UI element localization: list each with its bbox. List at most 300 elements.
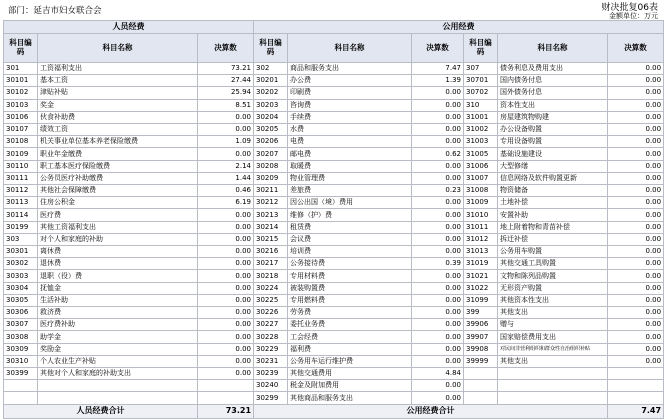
cell-amount: 0.00 <box>608 355 664 367</box>
cell-name: 地上附着物和青苗补偿 <box>498 221 608 233</box>
cell-name <box>38 392 198 404</box>
cell-name: 会议费 <box>288 233 412 245</box>
cell-name: 差旅费 <box>288 185 412 197</box>
cell-amount <box>198 392 254 404</box>
cell-name: 土地补偿 <box>498 197 608 209</box>
cell-amount: 0.00 <box>198 111 254 123</box>
cell-amount: 73.21 <box>198 62 254 74</box>
cell-code: 301 <box>4 62 38 74</box>
cell-amount: 0.00 <box>608 307 664 319</box>
cell-name: 绩效工资 <box>38 124 198 136</box>
cell-name <box>38 380 198 392</box>
cell-name: 其他支出 <box>498 307 608 319</box>
cell-amount: 0.00 <box>412 355 464 367</box>
cell-amount: 0.00 <box>608 124 664 136</box>
col-name: 科目名称 <box>288 33 412 62</box>
cell-code: 30208 <box>254 160 288 172</box>
total-public-value: 7.47 <box>608 404 664 418</box>
cell-code: 30309 <box>4 343 38 355</box>
cell-amount: 0.00 <box>198 368 254 380</box>
cell-name <box>498 368 608 380</box>
cell-name: 公务用车运行维护费 <box>288 355 412 367</box>
cell-code: 31003 <box>464 136 498 148</box>
cell-code: 30239 <box>254 368 288 380</box>
cell-amount: 0.23 <box>412 185 464 197</box>
cell-code <box>464 380 498 392</box>
cell-code: 30205 <box>254 124 288 136</box>
col-name: 科目名称 <box>498 33 608 62</box>
table-row <box>4 99 664 111</box>
cell-name: 职业年金缴费 <box>38 148 198 160</box>
cell-amount: 0.00 <box>608 148 664 160</box>
cell-amount: 0.39 <box>412 258 464 270</box>
cell-amount: 0.00 <box>412 124 464 136</box>
cell-amount: 0.00 <box>412 380 464 392</box>
cell-amount: 0.00 <box>412 270 464 282</box>
table-row <box>4 392 664 404</box>
cell-name: 退休费 <box>38 258 198 270</box>
cell-code: 30103 <box>4 99 38 111</box>
cell-code: 31099 <box>464 294 498 306</box>
cell-amount: 0.00 <box>198 270 254 282</box>
group-personnel: 人员经费 <box>4 21 254 34</box>
cell-name: 邮电费 <box>288 148 412 160</box>
cell-code: 31019 <box>464 258 498 270</box>
cell-code: 31009 <box>464 197 498 209</box>
cell-amount: 0.00 <box>198 124 254 136</box>
cell-amount: 0.00 <box>412 294 464 306</box>
cell-name: 公务接待费 <box>288 258 412 270</box>
cell-amount: 0.00 <box>412 87 464 99</box>
cell-code: 30199 <box>4 221 38 233</box>
cell-code: 31001 <box>464 111 498 123</box>
cell-name: 租赁费 <box>288 221 412 233</box>
cell-code: 31011 <box>464 221 498 233</box>
cell-name: 专用燃料费 <box>288 294 412 306</box>
table-row <box>4 307 664 319</box>
cell-code: 30399 <box>4 368 38 380</box>
department-label: 部门：延吉市妇女联合会 <box>8 6 102 16</box>
cell-code: 30201 <box>254 75 288 87</box>
cell-code: 31007 <box>464 172 498 184</box>
cell-amount: 8.51 <box>198 99 254 111</box>
cell-code: 30217 <box>254 258 288 270</box>
cell-amount: 2.14 <box>198 160 254 172</box>
table-row <box>4 355 664 367</box>
cell-name: 其他商品和服务支出 <box>288 392 412 404</box>
cell-name: 国内债务付息 <box>498 75 608 87</box>
col-amount: 决算数 <box>198 33 254 62</box>
cell-code: 30216 <box>254 246 288 258</box>
table-row <box>4 380 664 392</box>
cell-amount: 0.00 <box>412 209 464 221</box>
table-row <box>4 368 664 380</box>
cell-amount: 0.00 <box>608 209 664 221</box>
table-row <box>4 258 664 270</box>
cell-amount: 0.00 <box>198 331 254 343</box>
cell-name: 取暖费 <box>288 160 412 172</box>
col-code: 科目编码 <box>464 33 498 62</box>
cell-name: 电费 <box>288 136 412 148</box>
cell-code: 30240 <box>254 380 288 392</box>
unit-label: 金额单位：万元 <box>609 12 658 20</box>
cell-name: 专用材料费 <box>288 270 412 282</box>
cell-name: 退职（役）费 <box>38 270 198 282</box>
cell-name: 其他交通费用 <box>288 368 412 380</box>
cell-code: 30111 <box>4 172 38 184</box>
cell-code: 30306 <box>4 307 38 319</box>
cell-name: 对民间非营利组织和群众性自治组织补贴 <box>498 343 608 355</box>
table-row <box>4 246 664 258</box>
cell-name: 奖励金 <box>38 343 198 355</box>
cell-code: 39906 <box>464 319 498 331</box>
table-row <box>4 136 664 148</box>
total-personnel-value: 73.21 <box>198 404 254 418</box>
table-row <box>4 124 664 136</box>
cell-code <box>4 380 38 392</box>
cell-code: 31012 <box>464 233 498 245</box>
cell-name: 专用设备购置 <box>498 136 608 148</box>
cell-name: 无形资产购置 <box>498 282 608 294</box>
total-public-label: 公用经费合计 <box>254 404 608 418</box>
table-row <box>4 319 664 331</box>
cell-amount: 0.00 <box>608 221 664 233</box>
cell-amount: 0.00 <box>198 294 254 306</box>
cell-amount: 0.00 <box>608 233 664 245</box>
cell-code: 30308 <box>4 331 38 343</box>
cell-name: 抚恤金 <box>38 282 198 294</box>
cell-amount: 0.00 <box>198 221 254 233</box>
cell-name: 个人农业生产补贴 <box>38 355 198 367</box>
cell-amount: 0.00 <box>412 246 464 258</box>
cell-name: 房屋建筑物购建 <box>498 111 608 123</box>
cell-name: 办公费 <box>288 75 412 87</box>
cell-name: 工会经费 <box>288 331 412 343</box>
cell-amount: 0.00 <box>608 136 664 148</box>
cell-amount: 0.00 <box>608 87 664 99</box>
cell-code: 30304 <box>4 282 38 294</box>
col-amount: 决算数 <box>608 33 664 62</box>
cell-amount <box>608 380 664 392</box>
cell-name: 维修（护）费 <box>288 209 412 221</box>
cell-code: 30225 <box>254 294 288 306</box>
cell-code: 30109 <box>4 148 38 160</box>
cell-amount: 0.00 <box>608 246 664 258</box>
cell-code: 30226 <box>254 307 288 319</box>
cell-code: 30214 <box>254 221 288 233</box>
cell-amount: 0.62 <box>412 148 464 160</box>
cell-amount: 0.00 <box>608 160 664 172</box>
table-row <box>4 197 664 209</box>
cell-name: 离休费 <box>38 246 198 258</box>
cell-amount: 0.00 <box>608 99 664 111</box>
cell-name: 生活补助 <box>38 294 198 306</box>
cell-name: 债务利息及费用支出 <box>498 62 608 74</box>
cell-code: 30107 <box>4 124 38 136</box>
cell-name <box>498 392 608 404</box>
cell-name: 商品和服务支出 <box>288 62 412 74</box>
cell-code: 307 <box>464 62 498 74</box>
cell-code: 399 <box>464 307 498 319</box>
table-row <box>4 331 664 343</box>
cell-code: 30215 <box>254 233 288 245</box>
cell-name: 机关事业单位基本养老保险缴费 <box>38 136 198 148</box>
table-row <box>4 172 664 184</box>
table-row <box>4 185 664 197</box>
cell-code: 30231 <box>254 355 288 367</box>
cell-code: 30303 <box>4 270 38 282</box>
cell-amount: 0.00 <box>608 294 664 306</box>
cell-amount: 0.46 <box>198 185 254 197</box>
cell-code: 31010 <box>464 209 498 221</box>
cell-amount: 0.00 <box>412 319 464 331</box>
cell-amount: 0.00 <box>198 246 254 258</box>
cell-code: 39999 <box>464 355 498 367</box>
cell-name: 拆迁补偿 <box>498 233 608 245</box>
cell-amount: 0.00 <box>608 111 664 123</box>
cell-name: 工资福利支出 <box>38 62 198 74</box>
cell-amount: 1.44 <box>198 172 254 184</box>
cell-amount: 4.84 <box>412 368 464 380</box>
cell-code: 30301 <box>4 246 38 258</box>
cell-name: 其他社会保障缴费 <box>38 185 198 197</box>
table-row <box>4 160 664 172</box>
cell-code: 30114 <box>4 209 38 221</box>
cell-code: 30106 <box>4 111 38 123</box>
group-public: 公用经费 <box>254 21 664 34</box>
cell-amount: 0.00 <box>412 111 464 123</box>
cell-name: 职工基本医疗保险缴费 <box>38 160 198 172</box>
cell-name: 对个人和家庭的补助 <box>38 233 198 245</box>
cell-name: 国外债务付息 <box>498 87 608 99</box>
cell-code: 31002 <box>464 124 498 136</box>
cell-code: 30113 <box>4 197 38 209</box>
cell-code: 30202 <box>254 87 288 99</box>
cell-name: 公务用车购置 <box>498 246 608 258</box>
cell-name: 安置补助 <box>498 209 608 221</box>
cell-amount: 25.94 <box>198 87 254 99</box>
cell-name: 公务员医疗补助缴费 <box>38 172 198 184</box>
col-amount: 决算数 <box>412 33 464 62</box>
cell-amount: 0.00 <box>198 148 254 160</box>
cell-name: 手续费 <box>288 111 412 123</box>
table-row <box>4 221 664 233</box>
cell-name: 奖金 <box>38 99 198 111</box>
cell-code <box>464 392 498 404</box>
cell-name: 资本性支出 <box>498 99 608 111</box>
cell-amount: 0.00 <box>608 258 664 270</box>
cell-amount <box>608 368 664 380</box>
cell-amount: 0.00 <box>412 331 464 343</box>
table-row <box>4 87 664 99</box>
cell-code <box>464 368 498 380</box>
expenditure-table <box>3 20 664 419</box>
cell-amount: 7.47 <box>412 62 464 74</box>
cell-name: 基础设施建设 <box>498 148 608 160</box>
cell-name: 水费 <box>288 124 412 136</box>
cell-amount: 0.00 <box>412 197 464 209</box>
cell-amount: 0.00 <box>412 233 464 245</box>
cell-name <box>498 380 608 392</box>
table-row <box>4 233 664 245</box>
cell-amount: 0.00 <box>608 270 664 282</box>
cell-amount <box>608 392 664 404</box>
cell-name: 住房公积金 <box>38 197 198 209</box>
cell-code: 30228 <box>254 331 288 343</box>
cell-name: 基本工资 <box>38 75 198 87</box>
cell-amount: 0.00 <box>412 160 464 172</box>
cell-name: 办公设备购置 <box>498 124 608 136</box>
table-row <box>4 209 664 221</box>
cell-amount: 0.00 <box>198 355 254 367</box>
cell-code: 30229 <box>254 343 288 355</box>
cell-amount: 1.09 <box>198 136 254 148</box>
col-name: 科目名称 <box>38 33 198 62</box>
cell-name: 委托业务费 <box>288 319 412 331</box>
cell-amount: 0.00 <box>198 319 254 331</box>
cell-name: 津贴补贴 <box>38 87 198 99</box>
cell-code: 30101 <box>4 75 38 87</box>
cell-amount: 0.00 <box>412 282 464 294</box>
cell-code <box>4 392 38 404</box>
table-row <box>4 148 664 160</box>
cell-amount: 0.00 <box>412 172 464 184</box>
cell-code: 30213 <box>254 209 288 221</box>
cell-code: 303 <box>4 233 38 245</box>
cell-name: 其他工资福利支出 <box>38 221 198 233</box>
cell-name: 其他支出 <box>498 355 608 367</box>
cell-code: 30110 <box>4 160 38 172</box>
cell-name: 文物和陈列品购置 <box>498 270 608 282</box>
cell-code: 39908 <box>464 343 498 355</box>
cell-amount: 0.00 <box>412 343 464 355</box>
cell-code: 30102 <box>4 87 38 99</box>
col-code: 科目编码 <box>254 33 288 62</box>
cell-name: 福利费 <box>288 343 412 355</box>
cell-amount: 0.00 <box>412 307 464 319</box>
cell-code: 30302 <box>4 258 38 270</box>
cell-code: 39907 <box>464 331 498 343</box>
cell-amount: 0.00 <box>198 307 254 319</box>
cell-amount: 27.44 <box>198 75 254 87</box>
cell-name: 国家赔偿费用支出 <box>498 331 608 343</box>
cell-name: 医疗费 <box>38 209 198 221</box>
cell-name: 信息网络及软件购置更新 <box>498 172 608 184</box>
cell-name: 被装购置费 <box>288 282 412 294</box>
cell-code: 30218 <box>254 270 288 282</box>
table-row <box>4 62 664 74</box>
cell-amount <box>198 380 254 392</box>
cell-amount: 0.00 <box>608 343 664 355</box>
cell-amount: 0.00 <box>608 75 664 87</box>
table-row <box>4 343 664 355</box>
cell-code: 30227 <box>254 319 288 331</box>
cell-code: 30206 <box>254 136 288 148</box>
cell-code: 31022 <box>464 282 498 294</box>
cell-name: 培训费 <box>288 246 412 258</box>
cell-amount: 0.00 <box>608 62 664 74</box>
cell-code: 30209 <box>254 172 288 184</box>
cell-name: 其他对个人和家庭的补助支出 <box>38 368 198 380</box>
cell-name: 劳务费 <box>288 307 412 319</box>
cell-amount: 0.00 <box>608 319 664 331</box>
cell-name: 伙食补助费 <box>38 111 198 123</box>
cell-name: 助学金 <box>38 331 198 343</box>
cell-code: 30702 <box>464 87 498 99</box>
cell-code: 30212 <box>254 197 288 209</box>
cell-code: 310 <box>464 99 498 111</box>
cell-amount: 0.00 <box>608 197 664 209</box>
table-row <box>4 111 664 123</box>
cell-name: 其他资本性支出 <box>498 294 608 306</box>
total-personnel-label: 人员经费合计 <box>4 404 198 418</box>
cell-amount: 0.00 <box>412 136 464 148</box>
cell-code: 30310 <box>4 355 38 367</box>
cell-code: 31013 <box>464 246 498 258</box>
cell-name: 因公出国（境）费用 <box>288 197 412 209</box>
cell-name: 印刷费 <box>288 87 412 99</box>
cell-name: 咨询费 <box>288 99 412 111</box>
cell-name: 其他交通工具购置 <box>498 258 608 270</box>
cell-amount: 0.00 <box>608 282 664 294</box>
cell-amount: 6.19 <box>198 197 254 209</box>
cell-code: 30108 <box>4 136 38 148</box>
cell-code: 30112 <box>4 185 38 197</box>
cell-amount: 0.00 <box>608 331 664 343</box>
cell-code: 30299 <box>254 392 288 404</box>
cell-name: 物业管理费 <box>288 172 412 184</box>
cell-amount: 0.00 <box>412 392 464 404</box>
cell-code: 31005 <box>464 148 498 160</box>
cell-code: 30211 <box>254 185 288 197</box>
cell-code: 30701 <box>464 75 498 87</box>
cell-name: 大型修缮 <box>498 160 608 172</box>
cell-name: 赠与 <box>498 319 608 331</box>
cell-code: 30307 <box>4 319 38 331</box>
table-row <box>4 270 664 282</box>
cell-amount: 0.00 <box>198 209 254 221</box>
cell-code: 302 <box>254 62 288 74</box>
cell-code: 31008 <box>464 185 498 197</box>
cell-amount: 0.00 <box>608 185 664 197</box>
cell-code: 30207 <box>254 148 288 160</box>
cell-amount: 0.00 <box>412 99 464 111</box>
cell-code: 30305 <box>4 294 38 306</box>
cell-amount: 0.00 <box>412 221 464 233</box>
cell-name: 救济费 <box>38 307 198 319</box>
cell-code: 31006 <box>464 160 498 172</box>
cell-amount: 0.00 <box>198 233 254 245</box>
col-code: 科目编码 <box>4 33 38 62</box>
cell-code: 31021 <box>464 270 498 282</box>
cell-code: 30224 <box>254 282 288 294</box>
cell-amount: 1.39 <box>412 75 464 87</box>
table-row <box>4 75 664 87</box>
cell-code: 30203 <box>254 99 288 111</box>
cell-code: 30204 <box>254 111 288 123</box>
cell-amount: 0.00 <box>608 172 664 184</box>
table-row <box>4 294 664 306</box>
cell-amount: 0.00 <box>198 258 254 270</box>
totals-row <box>4 404 664 418</box>
cell-amount: 0.00 <box>198 282 254 294</box>
cell-name: 税金及附加费用 <box>288 380 412 392</box>
cell-amount: 0.00 <box>198 343 254 355</box>
cell-name: 医疗费补助 <box>38 319 198 331</box>
table-row <box>4 282 664 294</box>
cell-name: 物资储备 <box>498 185 608 197</box>
form-title: 财决批复06表 <box>601 3 658 13</box>
